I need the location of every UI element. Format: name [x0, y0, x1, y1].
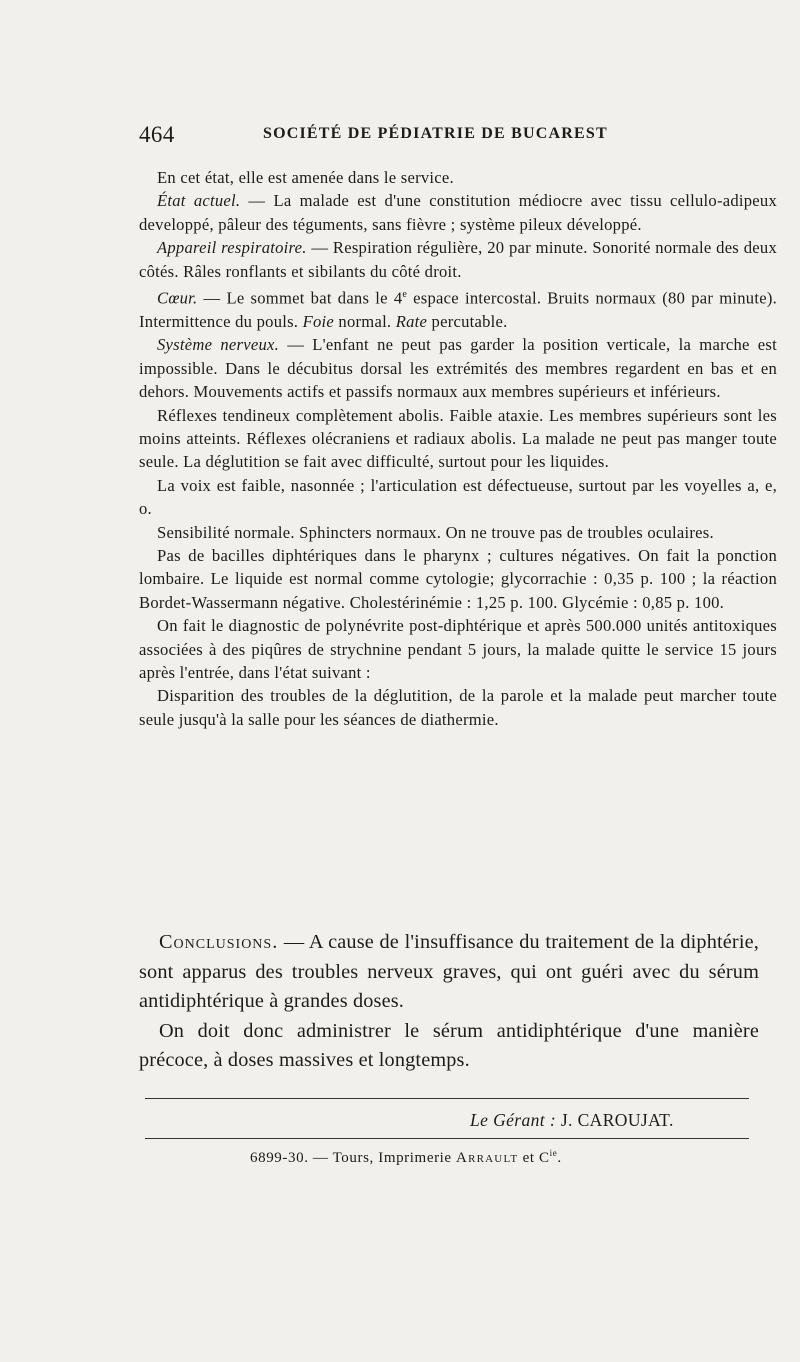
- printer-name: Arrault: [456, 1150, 519, 1166]
- paragraph-text: — La malade est d'une constitution médiocre avec tissu cellulo-adipeux developpé, pâleur des téguments, sans fièvre ; système pileux développé.: [139, 191, 777, 234]
- divider: [145, 1138, 749, 1139]
- conclusions-section: [139, 928, 759, 1076]
- divider: [145, 1098, 749, 1099]
- paragraph: [139, 928, 759, 1017]
- paragraph: [139, 684, 777, 731]
- section-label: État actuel.: [157, 191, 241, 211]
- paragraph: [139, 404, 777, 474]
- imprint-text: 6899-30. — Tours, Imprimerie: [250, 1150, 457, 1166]
- paragraph-text: Réflexes tendineux complètement abolis. Faible ataxie. Les membres supérieurs sont les moins atteints. Réflexes olécraniens et radiaux abolis. La malade ne peut pas manger toute seule. La déglutition se fait avec difficulté, surtout pour les liquides.: [139, 405, 777, 472]
- section-label: Appareil respiratoire.: [157, 238, 307, 258]
- paragraph-text: — A cause de l'insuffisance du traitement de la diphtérie, sont apparus des troubles nerveux graves, qui ont guéri avec du sérum antidiphtérique à grandes doses.: [139, 931, 759, 1013]
- paragraph: [139, 614, 777, 684]
- imprint-text: et C: [518, 1150, 550, 1166]
- paragraph-text: espace intercostal. Bruits normaux (80 par minute). Intermittence du pouls.: [139, 288, 777, 331]
- section-label: Système nerveux.: [157, 335, 280, 355]
- paragraph: [139, 189, 777, 236]
- conclusions-label: Conclusions.: [159, 931, 279, 953]
- paragraph: [139, 283, 777, 333]
- term-italic: Rate: [395, 311, 428, 331]
- paragraph-text: On doit donc administrer le sérum antidiphtérique d'une manière précoce, à doses massives et longtemps.: [139, 1019, 759, 1072]
- paragraph-text: — Le sommet bat dans le 4: [197, 288, 403, 308]
- paragraph: [139, 521, 777, 544]
- paragraph-text: La voix est faible, nasonnée ; l'articulation est défectueuse, surtout par les voyelles a, e, o.: [139, 475, 777, 519]
- term-italic: Foie: [302, 311, 335, 331]
- paragraph: [139, 544, 777, 614]
- case-report-body: [139, 166, 777, 731]
- paragraph: [139, 236, 777, 283]
- paragraph-text: Sensibilité normale. Sphincters normaux. On ne trouve pas de troubles oculaires.: [157, 522, 714, 542]
- paragraph: [139, 333, 777, 403]
- paragraph: [139, 166, 777, 189]
- page-number: 464: [139, 122, 175, 147]
- paragraph-text: Pas de bacilles diphtériques dans le pharynx ; cultures négatives. On fait la ponction lombaire. Le liquide est normal comme cytologie; glycorrachie : 0,35 p. 100 ; la réaction Bordet-Wassermann négative. Cholestérinémie : 1,25 p. 100. Glycémie : 0,85 p. 100.: [139, 546, 777, 612]
- imprint-text: .: [557, 1150, 562, 1166]
- superscript: ie: [549, 1148, 558, 1158]
- paragraph-text: percutable.: [427, 311, 508, 331]
- paragraph-text: — L'enfant ne peut pas garder la position verticale, la marche est impossible. Dans le décubitus dorsal les extrémités des membres regardent en bas et en dehors. Mouvements actifs et passifs normaux aux membres supérieurs et inférieurs.: [139, 335, 777, 402]
- gerant-label: Le Gérant :: [470, 1110, 557, 1130]
- paragraph: [139, 474, 777, 521]
- paragraph-text: En cet état, elle est amenée dans le service.: [157, 168, 454, 187]
- paragraph: [139, 1017, 759, 1076]
- paragraph-text: normal.: [334, 311, 396, 331]
- gerant-name: J. CAROUJAT.: [556, 1110, 674, 1130]
- gerant-signature: [470, 1110, 770, 1131]
- paragraph-text: On fait le diagnostic de polynévrite post-diphtérique et après 500.000 unités antitoxiques associées à des piqûres de strychnine pendant 5 jours, la malade quitte le service 15 jours après l'entrée, dans l'état suivant :: [139, 616, 777, 683]
- paragraph-text: Disparition des troubles de la déglutition, de la parole et la malade peut marcher toute seule jusqu'à la salle pour les séances de diathermie.: [139, 686, 777, 729]
- superscript: e: [402, 289, 408, 301]
- section-label: Cœur.: [157, 288, 198, 308]
- running-title: SOCIÉTÉ DE PÉDIATRIE DE BUCAREST: [263, 125, 608, 142]
- paragraph-text: — Respiration régulière, 20 par minute. Sonorité normale des deux côtés. Râles ronflants et sibilants du côté droit.: [139, 238, 777, 281]
- printer-imprint: [250, 1148, 770, 1167]
